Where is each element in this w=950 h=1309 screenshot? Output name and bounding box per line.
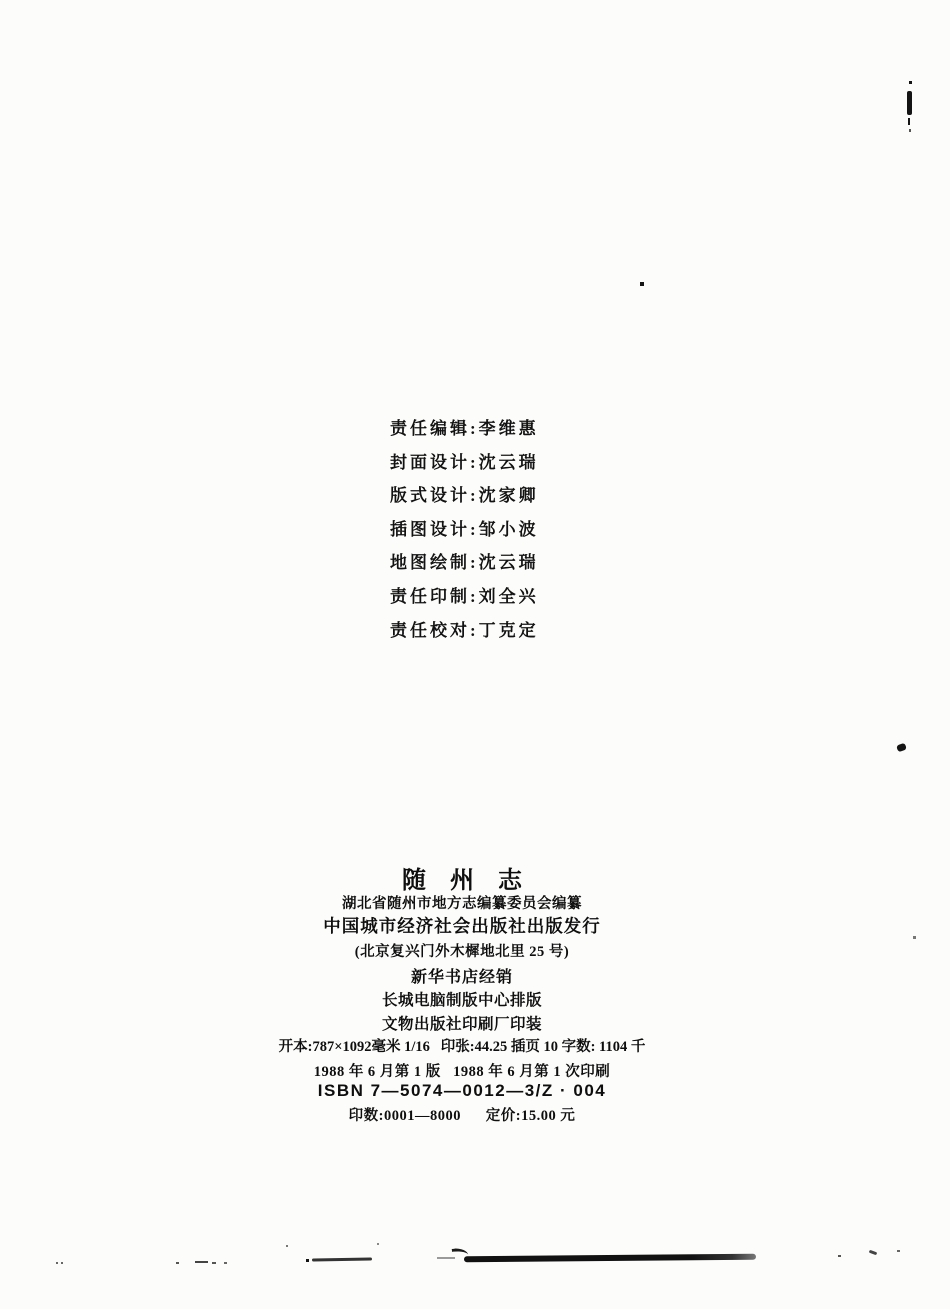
credit-line-cover-design: 封面设计:沈云瑞 xyxy=(390,452,539,472)
scan-artifact-bottom-dot xyxy=(286,1245,288,1247)
scan-artifact-speck xyxy=(909,81,912,84)
typesetter-line: 长城电脑制版中心排版 xyxy=(381,992,542,1009)
scan-artifact-bottom-dot xyxy=(56,1262,58,1264)
isbn-line: ISBN 7—5074—0012—3/Z · 004 xyxy=(317,1081,607,1100)
credit-line-layout-design: 版式设计:沈家卿 xyxy=(390,486,539,506)
scan-artifact-speck xyxy=(896,743,907,753)
credit-line-print-supervisor: 责任印制:刘全兴 xyxy=(390,586,539,606)
scan-artifact-bottom-dash xyxy=(195,1261,208,1263)
scan-artifact-bottom-dot xyxy=(306,1259,309,1262)
credit-line-proofreader: 责任校对:丁克定 xyxy=(390,620,539,640)
scan-artifact-bottom-line xyxy=(312,1257,372,1261)
book-title: 随州志 xyxy=(402,868,546,894)
scan-artifact-bottom-dot xyxy=(61,1262,63,1264)
publisher-address-line: (北京复兴门外木樨地北里 25 号) xyxy=(354,944,570,960)
credit-line-illustration: 插图设计:邹小波 xyxy=(390,519,539,539)
scan-artifact-bottom-dash xyxy=(224,1262,227,1264)
publisher-line: 中国城市经济社会出版社出版发行 xyxy=(323,916,601,936)
scan-artifact-bottom-dash xyxy=(176,1262,179,1264)
format-specs-line: 开本:787×1092毫米 1/16 印张:44.25 插页 10 字数: 1104 千 xyxy=(278,1039,646,1055)
credit-line-map-drawing: 地图绘制:沈云瑞 xyxy=(390,553,539,573)
compiler-line: 湖北省随州市地方志编纂委员会编纂 xyxy=(342,896,582,912)
scan-artifact-speck xyxy=(913,936,916,939)
printer-line: 文物出版社印刷厂印装 xyxy=(381,1016,542,1033)
scan-artifact-bottom-dash xyxy=(212,1262,216,1264)
scan-artifact-right-edge-mark xyxy=(907,91,912,115)
scan-artifact-bottom-dot xyxy=(897,1250,900,1252)
edition-line: 1988 年 6 月第 1 版 1988 年 6 月第 1 次印刷 xyxy=(313,1064,611,1080)
scan-artifact-bottom-dot xyxy=(838,1255,841,1257)
scan-artifact-bottom-tick xyxy=(869,1250,878,1256)
scan-artifact-speck xyxy=(640,282,644,286)
distributor-line: 新华书店经销 xyxy=(410,969,513,986)
credits-block xyxy=(390,412,539,647)
print-run-price-line: 印数:0001—8000 定价:15.00 元 xyxy=(348,1108,576,1124)
scan-artifact-speck xyxy=(909,129,911,132)
credit-line-editor: 责任编辑:李维惠 xyxy=(390,419,539,438)
scan-artifact-bottom-dot xyxy=(377,1243,379,1245)
scan-artifact-speck xyxy=(908,118,910,125)
scan-artifact-bottom-streak xyxy=(464,1254,756,1263)
